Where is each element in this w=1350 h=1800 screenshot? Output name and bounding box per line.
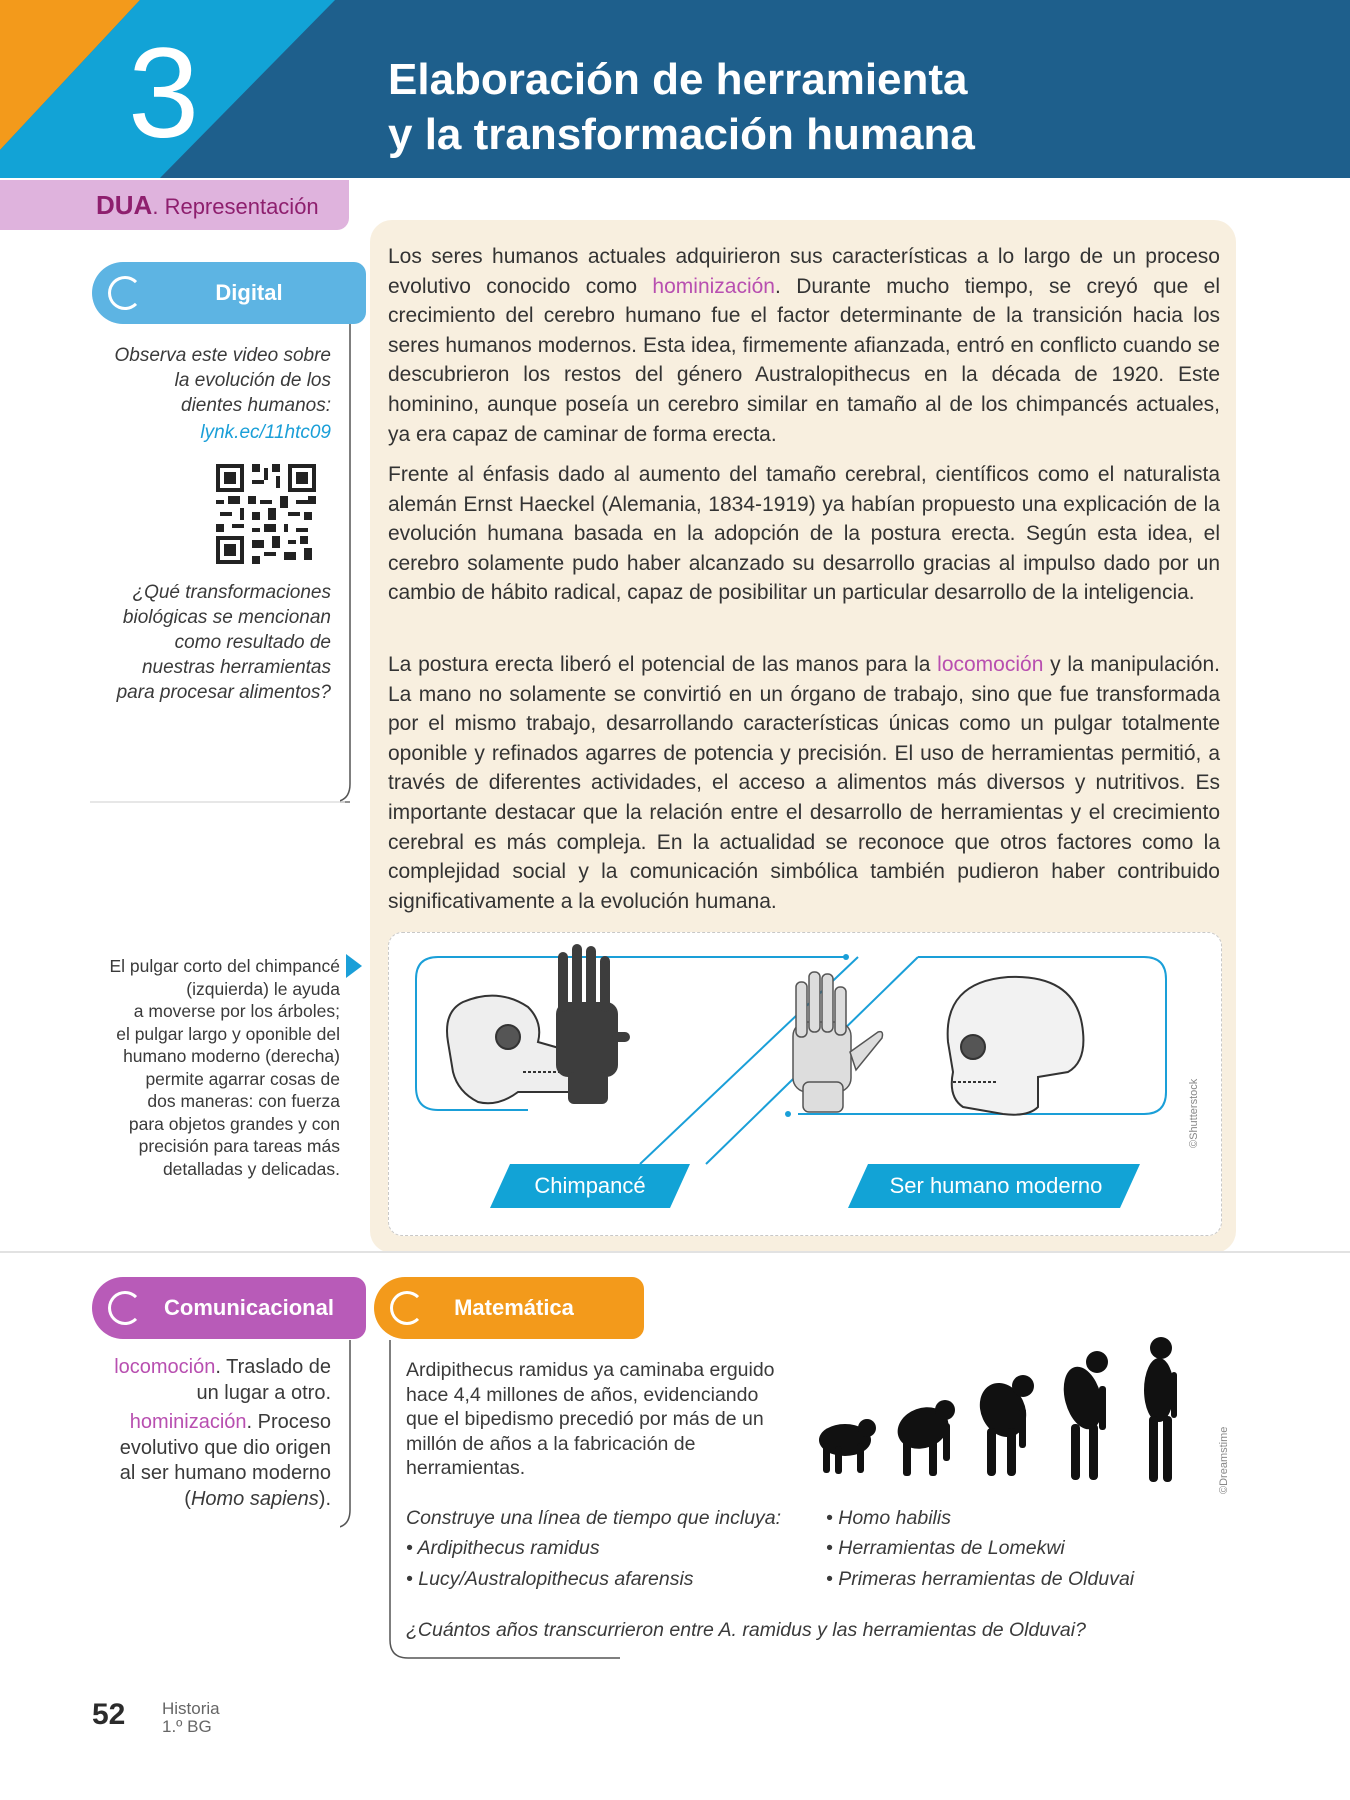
term-hominizacion: hominización [652, 274, 775, 298]
bullet-item: • Herramientas de Lomekwi [826, 1537, 1065, 1559]
bullet-item: • Ardipithecus ramidus [406, 1537, 600, 1559]
chapter-number: 3 [128, 22, 200, 165]
bullet-item: • Lucy/Australopithecus afarensis [406, 1568, 694, 1590]
matematica-intro [406, 1358, 826, 1481]
prompt-line: la evolución de los [174, 370, 331, 391]
figure-caption [60, 955, 340, 1180]
glossary [90, 1355, 331, 1512]
glossary-def: . Proceso [246, 1411, 331, 1433]
c-icon [390, 1291, 424, 1325]
glossary-term: locomoción [114, 1356, 216, 1378]
question-line: como resultado de [174, 632, 331, 653]
c-icon [108, 1291, 142, 1325]
caption-line: detalladas y delicadas. [162, 1158, 340, 1179]
silhouette-2 [892, 1400, 955, 1476]
glossary-def: . Traslado de [215, 1356, 331, 1378]
glossary-term: hominización [129, 1411, 247, 1433]
p3-text-a: La postura erecta liberó el potencial de las manos para la [388, 653, 938, 676]
glossary-def-line: al ser humano moderno [119, 1462, 331, 1484]
title-line-2: y la transformación humana [388, 110, 975, 159]
intro-line: que el bipedismo precedió por más de un [406, 1408, 764, 1430]
caption-line: el pulgar largo y oponible del [116, 1023, 340, 1044]
page-title [388, 52, 1288, 162]
p3-text-b: y la manipulación. La mano no solamente se convirtió en un órgano de trabajo, sino que fue transformada por el mismo trabajo, desarrollando características únicas como un pulgar totalmente oponible y refinados agarres de potencia y precisión. El uso de herramientas permitió, a través de diferentes actividades, el acceso a alimentos más diversos y nutritivos. Es importante destacar que la relación entre el desarrollo de herramientas y el crecimiento cerebral es más compleja. En la actualidad se reconoce que otros factores como la complejidad social y la comunicación simbólica también pudieron haber contribuido significativamente a la evolución humana. [388, 653, 1220, 913]
evolution-silhouettes [805, 1328, 1205, 1490]
p1-text-a: Los seres humanos actuales adquirieron sus características a lo largo de un proceso evolutivo conocido como [388, 245, 1220, 298]
caption-line: a moverse por los árboles; [133, 1001, 340, 1021]
tab-matematica [374, 1277, 644, 1339]
glossary-entry-hominizacion [90, 1410, 331, 1436]
matematica-right-list [826, 1505, 1226, 1592]
pointer-arrow-icon [346, 954, 364, 978]
tab-comunicacional [92, 1277, 366, 1339]
bullet-item: • Homo habilis [826, 1507, 951, 1529]
caption-line: permite agarrar cosas de [145, 1068, 340, 1089]
caption-line: precisión para tareas más [138, 1136, 340, 1156]
silhouette-1 [819, 1419, 876, 1474]
caption-line: (izquierda) le ayuda [186, 978, 340, 999]
glossary-def-line: evolutivo que dio origen [119, 1436, 331, 1459]
matematica-question: ¿Cuántos años transcurrieron entre A. ramidus y las herramientas de Olduvai? [406, 1619, 1086, 1641]
species-name: Homo sapiens [190, 1487, 319, 1510]
tab-matematica-label: Matemática [454, 1295, 574, 1320]
prompt-line: dientes humanos: [181, 395, 331, 416]
digital-prompt [90, 343, 331, 445]
paragraph-2: Frente al énfasis dado al aumento del tamaño cerebral, científicos como el naturalista alemán Ernst Haeckel (Alemania, 1834-1919) ya habían propuesto una explicación de la evolución humana basada en la adopción de la postura erecta. Según esta idea, el cerebro solamente pudo haber alcanzado su desarrollo gracias al impulso dado por un cambio de hábito radical, capaz de posibilitar un particular desarrollo de la inteligencia. [388, 463, 1220, 605]
silhouette-4 [1057, 1351, 1108, 1480]
label-ser-humano-moderno: Ser humano moderno [889, 1173, 1103, 1198]
video-link[interactable]: lynk.ec/11htc09 [200, 422, 331, 443]
page-number: 52 [92, 1698, 126, 1731]
silhouette-5 [1144, 1337, 1177, 1482]
tab-digital-label: Digital [215, 280, 283, 305]
glossary-def-line [90, 1487, 331, 1513]
human-skull-icon [948, 977, 1084, 1115]
digital-question [90, 580, 331, 705]
tab-comunicacional-label: Comunicacional [164, 1295, 334, 1320]
term-locomocion: locomoción [937, 653, 1044, 676]
question-line: para procesar alimentos? [116, 682, 331, 703]
caption-line: humano moderno (derecha) [123, 1046, 340, 1066]
intro-line: hace 4,4 millones de años, evidenciando [406, 1383, 759, 1406]
caption-line: dos maneras: con fuerza [147, 1091, 340, 1111]
paragraph-3 [388, 650, 1220, 916]
dua-representacion: . Representación [152, 194, 319, 219]
qr-code-icon[interactable] [216, 464, 316, 564]
grade-level: 1.º BG [162, 1717, 212, 1736]
question-line: nuestras herramientas [141, 657, 331, 678]
title-line-1: Elaboración de herramienta [388, 55, 968, 104]
credit-dreamstime: ©Dreamstime [1218, 1426, 1230, 1494]
subject-label [162, 1700, 220, 1736]
intro-line: herramientas. [406, 1457, 526, 1479]
label-chimpance: Chimpancé [534, 1173, 646, 1198]
human-hand-icon [793, 972, 883, 1112]
glossary-def-line: un lugar a otro. [196, 1381, 331, 1404]
subject-name: Historia [162, 1699, 220, 1718]
paren: ). [318, 1487, 331, 1510]
p1-text-b: . Durante mucho tiempo, se creyó que el crecimiento del cerebro humano fue el factor determinante de la transición hacia los seres humanos modernos. Esta idea, firmemente afianzada, entró en conflicto cuando se descubrieron los restos del género Australopithecus en la década de 1920. Este hominino, aunque poseía un cerebro similar en tamaño al de los chimpancés actuales, ya era capaz de caminar de forma erecta. [388, 274, 1220, 446]
question-line: biológicas se mencionan [122, 607, 331, 628]
caption-line: El pulgar corto del chimpancé [109, 956, 340, 976]
dua-label [96, 190, 319, 221]
intro-line: Ardipithecus ramidus ya caminaba erguido [406, 1359, 775, 1381]
section-divider [0, 1250, 1350, 1254]
paragraph-1 [388, 242, 1220, 449]
credit-shutterstock: ©Shutterstock [1188, 1078, 1200, 1148]
dua-bold: DUA [96, 190, 153, 220]
instruction: Construye una línea de tiempo que incluya: [406, 1507, 782, 1529]
question-line: ¿Qué transformaciones [132, 582, 331, 603]
matematica-left-list [406, 1505, 806, 1592]
digital-bracket [340, 324, 370, 806]
silhouette-3 [971, 1375, 1035, 1476]
tab-digital [92, 262, 366, 324]
caption-line: para objetos grandes y con [128, 1113, 340, 1134]
bullet-item: • Primeras herramientas de Olduvai [826, 1568, 1135, 1590]
intro-line: millón de años a la fabricación de [406, 1432, 696, 1455]
digital-bottom-line [90, 790, 352, 810]
glossary-entry-locomocion [90, 1355, 331, 1381]
prompt-line: Observa este video sobre [114, 345, 331, 366]
comunicacional-bracket [340, 1340, 370, 1532]
paren: ( [184, 1487, 191, 1510]
c-icon [108, 276, 142, 310]
